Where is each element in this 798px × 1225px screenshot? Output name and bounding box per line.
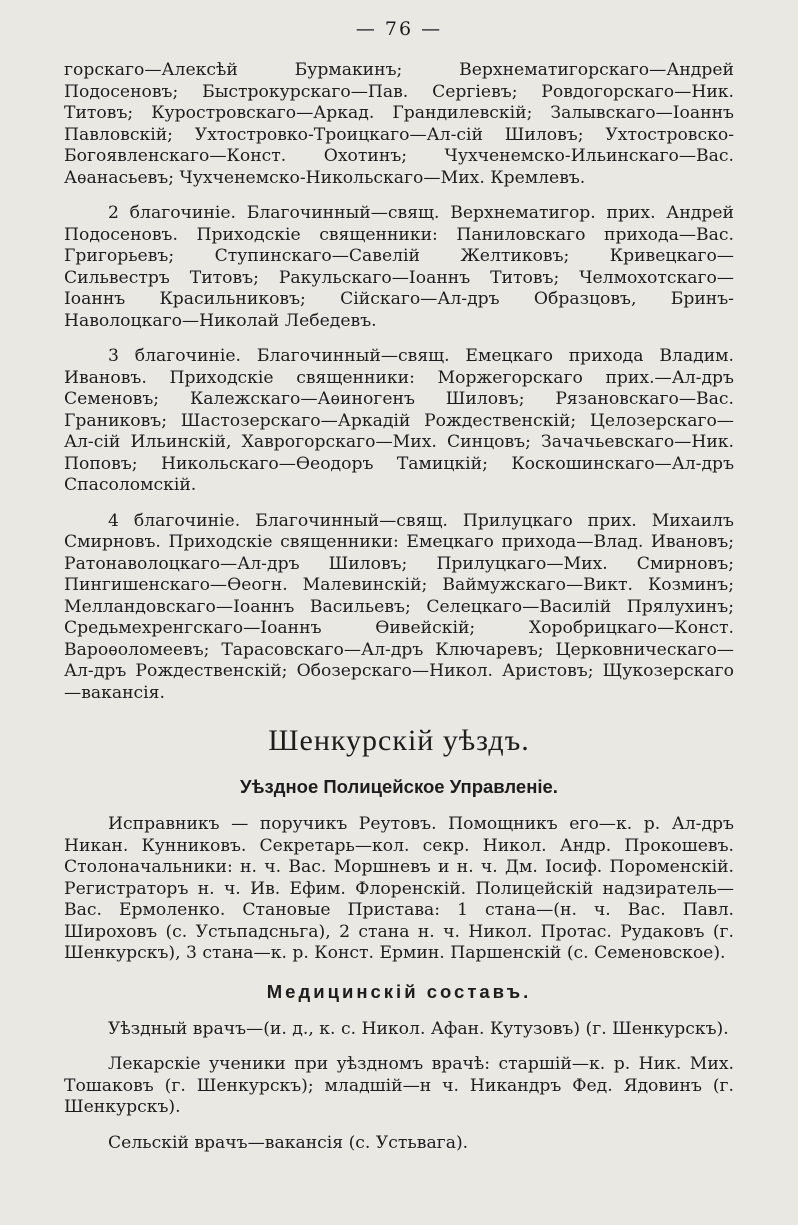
police-section-heading: Уѣздное Полицейское Управленіе.: [240, 776, 558, 797]
paragraph-deanery-3: 3 благочиніе. Благочинный—свящ. Емецкаго прихода Владим. Ивановъ. Приходскіе священники: Моржегорскаго прих.—Ал-дръ Семеновъ; Калежскаго—Аѳиногенъ Шиловъ; Рязановскаго—Вас. Граниковъ; Шастозерскаго—Аркадій Рождественскій; Целозерскаго—Ал-сій Ильинскій, Хаврогорскаго—Мих. Синцовъ; Зачачьевскаго—Ник. Поповъ; Никольскаго—Ѳеодоръ Тамицкій; Коскошинскаго—Ал-дръ Спасоломскій.: [64, 346, 734, 495]
paragraph-police: Исправникъ — поручикъ Реутовъ. Помощникъ его—к. р. Ал-дръ Никан. Кунниковъ. Секретарь—кол. секр. Никол. Андр. Прокошевъ. Столоначальники: н. ч. Вас. Моршневъ и н. ч. Дм. Іосиф. Пороменскій. Регистраторъ н. ч. Ив. Ефим. Флоренскій. Полицейскій надзиратель—Вас. Ермоленко. Становые Пристава: 1 стана—(н. ч. Вас. Павл. Широховъ (с. Устьпадсньга), 2 стана н. ч. Никол. Протас. Рудаковъ (г. Шенкурскъ), 3 стана—к. р. Конст. Ермин. Паршенскій (с. Семеновское).: [64, 814, 734, 963]
paragraph-deanery-4: 4 благочиніе. Благочинный—свящ. Прилуцкаго прих. Михаилъ Смирновъ. Приходскіе священники: Емецкаго прихода—Влад. Ивановъ; Ратонаволоцкаго—Ал-дръ Шиловъ; Прилуцкаго—Мих. Смирновъ; Пингишенскаго—Ѳеогн. Малевинскій; Ваймужскаго—Викт. Козминъ; Мелландовскаго—Іоаннъ Васильевъ; Селецкаго—Василій Прялухинъ; Средьмехренгскаго—Іоаннъ Ѳивейскій; Хоробрицкаго—Конст. Вароѳоломеевъ; Тарасовскаго—Ал-дръ Ключаревъ; Церковническаго—Ал-дръ Рождественскій; Обозерскаго—Никол. Аристовъ; Щукозерскаго—вакансія.: [64, 510, 734, 703]
district-heading: Шенкурскій уѣздъ.: [268, 724, 530, 757]
page-number: — 76 —: [355, 18, 443, 40]
medical-section-heading: Медицинскій составъ.: [266, 980, 532, 1002]
paragraph-deanery-2: 2 благочиніе. Благочинный—свящ. Верхнематигор. прих. Андрей Подосеновъ. Приходскіе священники: Паниловскаго прихода—Вас. Григорьевъ; Ступинскаго—Савелій Желтиковъ; Кривецкаго—Сильвестръ Титовъ; Ракульскаго—Іоаннъ Титовъ; Челмохотскаго—Іоаннъ Красильниковъ; Сійскаго—Ал-дръ Образцовъ, Бринъ-Наволоцкаго—Николай Лебедевъ.: [64, 203, 734, 331]
paragraph-medical-3: Сельскій врачъ—вакансія (с. Устьвага).: [108, 1132, 469, 1153]
paragraph-medical-1: Уѣздный врачъ—(и. д., к. с. Никол. Афан. Кутузовъ) (г. Шенкурскъ).: [108, 1018, 729, 1039]
paragraph-medical-2: Лекарскіе ученики при уѣздномъ врачѣ: старшій—к. р. Ник. Мих. Тошаковъ (г. Шенкурскъ); младшій—н ч. Никандръ Фед. Ядовинъ (г. Шенкурскъ).: [64, 1054, 734, 1117]
paragraph-continued: горскаго—Алексѣй Бурмакинъ; Верхнематигорскаго—Андрей Подосеновъ; Быстрокурскаго—Пав. Сергіевъ; Ровдогорскаго—Ник. Титовъ; Куростровскаго—Аркад. Грандилевскій; Залывскаго—Іоаннъ Павловскій; Ухтостровко-Троицкаго—Ал-сій Шиловъ; Ухтостровско-Богоявленскаго—Конст. Охотинъ; Чухченемско-Ильинскаго—Вас. Аѳанасьевъ; Чухченемско-Никольскаго—Мих. Кремлевъ.: [64, 60, 734, 188]
